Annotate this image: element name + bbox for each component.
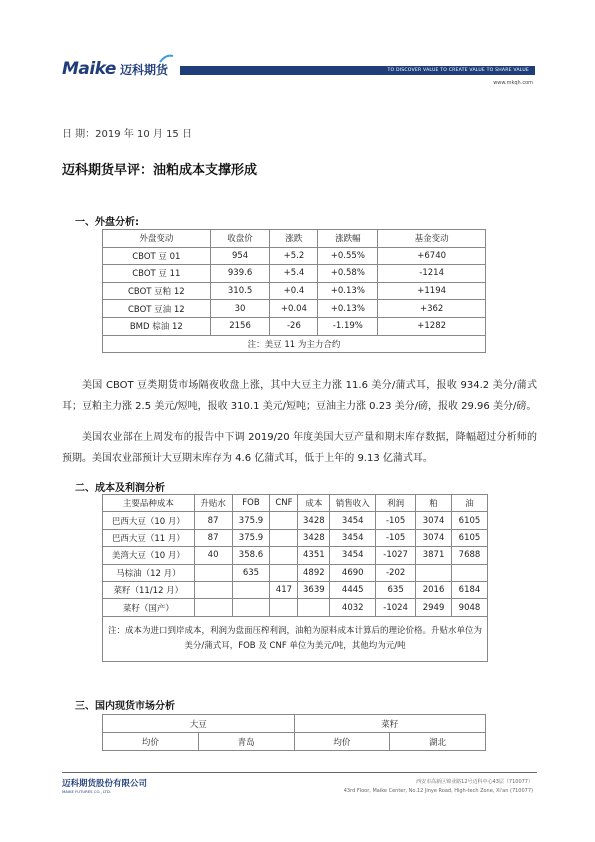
table-cell: [194, 581, 232, 598]
table-cell: [298, 599, 330, 616]
table-cell: BMD 棕油 12: [103, 317, 211, 335]
table-cell: [232, 599, 270, 616]
footer-company-cn: 迈科期货股份有限公司: [62, 779, 148, 789]
table-cell: 375.9: [232, 512, 270, 529]
paragraph-cbot: 美国 CBOT 豆类期货市场隔夜收盘上涨，其中大豆主力涨 11.6 美分/蒲式耳，报收 934.2 美分/蒲式耳；豆粕主力涨 2.5 美元/短吨，报收 310.1 美元/短吨；豆油主力涨 0.23 美分/磅，报收 29.96 美分/磅。: [62, 380, 537, 412]
table-cell: [270, 547, 298, 564]
table-header-cell: 粕: [416, 495, 452, 512]
header-slogan: TO DISCOVER VALUE TO CREATE VALUE TO SHARE VALUE: [387, 68, 529, 73]
table-header-cell: 成本: [298, 495, 330, 512]
table-cell: 3074: [416, 512, 452, 529]
table-cell: 巴西大豆（10 月）: [103, 512, 195, 529]
table-header-cell: FOB: [232, 495, 270, 512]
table-cell: +0.4: [270, 282, 318, 300]
table-cell: +1282: [378, 317, 486, 335]
table-cell: +6740: [378, 247, 486, 265]
table-row: [103, 265, 486, 283]
table-cell: 美湾大豆（10 月）: [103, 547, 195, 564]
table-cell: +0.13%: [318, 300, 378, 318]
table-header-cell: 销售收入: [330, 495, 376, 512]
table-cell: +0.58%: [318, 265, 378, 283]
table-cell: 3871: [416, 547, 452, 564]
table-cell: [270, 599, 298, 616]
table-row: [103, 564, 488, 581]
table-cell: 6105: [452, 512, 488, 529]
table-note-row: [103, 335, 486, 353]
table-cell: 3428: [298, 529, 330, 546]
table-cell: -1214: [378, 265, 486, 283]
table-row: [103, 282, 486, 300]
table-cell: +362: [378, 300, 486, 318]
section-heading-1: 一、外盘分析:: [75, 217, 139, 228]
table-cell: [270, 512, 298, 529]
domestic-spot-table: [102, 714, 486, 751]
table-cell: CBOT 豆 01: [103, 247, 211, 265]
table-cell: 菜籽（国产）: [103, 599, 195, 616]
table-header-cell: 湖北: [390, 733, 486, 751]
table-header-cell: 涨跌: [270, 230, 318, 248]
table-subheader-row: [103, 733, 486, 751]
table-cell: 87: [194, 529, 232, 546]
table-cell: 3639: [298, 581, 330, 598]
table-cell: 310.5: [210, 282, 270, 300]
table-row: [103, 300, 486, 318]
table-cell: 6184: [452, 581, 488, 598]
table-group-header: 菜籽: [294, 715, 486, 733]
table-cell: -105: [376, 529, 416, 546]
table-header-cell: 基金变动: [378, 230, 486, 248]
table-cell: -105: [376, 512, 416, 529]
logo-swoosh-icon: [158, 54, 174, 64]
table-cell: +1194: [378, 282, 486, 300]
table-header-cell: 外盘变动: [103, 230, 211, 248]
table-row: [103, 599, 488, 616]
table-cell: [452, 564, 488, 581]
table-cell: +0.55%: [318, 247, 378, 265]
table-note-row: [103, 616, 488, 661]
table-cell: 954: [210, 247, 270, 265]
table-cell: 7688: [452, 547, 488, 564]
table-header-row: [103, 715, 486, 733]
table-cell: 4445: [330, 581, 376, 598]
table-cell: 3074: [416, 529, 452, 546]
table-cell: [194, 599, 232, 616]
table-cell: 菜籽（11/12 月）: [103, 581, 195, 598]
table-cell: 4032: [330, 599, 376, 616]
table-row: [103, 317, 486, 335]
table-note: 注：成本为进口到岸成本，利润为盘面压榨利润，油粕为原料成本计算后的理论价格。升贴水单位为美分/蒲式耳，FOB 及 CNF 单位为美元/吨，其他均为元/吨: [103, 616, 488, 661]
table-cell: -1027: [376, 547, 416, 564]
table-header-cell: 油: [452, 495, 488, 512]
table-header-cell: 收盘价: [210, 230, 270, 248]
table-cell: 939.6: [210, 265, 270, 283]
table-cell: 635: [376, 581, 416, 598]
table-cell: 358.6: [232, 547, 270, 564]
section-heading-3: 三、国内现货市场分析: [75, 701, 175, 712]
table-row: [103, 547, 488, 564]
table-cell: -202: [376, 564, 416, 581]
table-cell: 4351: [298, 547, 330, 564]
table-header-cell: CNF: [270, 495, 298, 512]
table-cell: 417: [270, 581, 298, 598]
table-cell: 4690: [330, 564, 376, 581]
table-cell: -1.19%: [318, 317, 378, 335]
header-bar: [180, 66, 535, 75]
table-cell: CBOT 豆粕 12: [103, 282, 211, 300]
table-group-header: 大豆: [103, 715, 295, 733]
table-header-row: [103, 495, 488, 512]
table-cell: CBOT 豆 11: [103, 265, 211, 283]
table-header-cell: 均价: [294, 733, 390, 751]
table-cell: 马棕油（12 月）: [103, 564, 195, 581]
footer-divider: [62, 772, 537, 773]
table-cell: [232, 581, 270, 598]
table-cell: 6105: [452, 529, 488, 546]
table-cell: [270, 564, 298, 581]
table-cell: [416, 564, 452, 581]
paragraph-usda: 美国农业部在上周发布的报告中下调 2019/20 年度美国大豆产量和期末库存数据，降幅超过分析师的预期。美国农业部预计大豆期末库存为 4.6 亿蒲式耳，低于上年的 9.13 亿蒲式耳。: [62, 432, 537, 464]
table-cell: 87: [194, 512, 232, 529]
section-heading-2: 二、成本及利润分析: [75, 483, 165, 494]
table-cell: 3454: [330, 512, 376, 529]
logo-cn: 迈科期货: [119, 62, 168, 77]
table-cell: 4892: [298, 564, 330, 581]
table-cell: 9048: [452, 599, 488, 616]
table-cell: 635: [232, 564, 270, 581]
table-cell: +0.04: [270, 300, 318, 318]
table-note: 注：美豆 11 为主力合约: [103, 335, 486, 353]
table-cell: CBOT 豆油 12: [103, 300, 211, 318]
footer-address-en: 43rd Floor, Maike Center, No.12 Jinye Road, High-tech Zone, Xi'an (710077): [343, 788, 533, 794]
table-cell: 巴西大豆（11 月）: [103, 529, 195, 546]
table-header-cell: 青岛: [198, 733, 294, 751]
table-row: [103, 247, 486, 265]
table-header-cell: 主要品种成本: [103, 495, 195, 512]
table-cell: 2156: [210, 317, 270, 335]
report-date: 日 期：2019 年 10 月 15 日: [62, 129, 192, 140]
table-cell: -1024: [376, 599, 416, 616]
table-header-cell: 均价: [103, 733, 199, 751]
table-row: [103, 581, 488, 598]
footer-company-en: MAIKE FUTURES CO., LTD.: [62, 789, 111, 794]
table-row: [103, 512, 488, 529]
table-header-cell: 利润: [376, 495, 416, 512]
footer-address: [344, 778, 533, 796]
table-cell: -26: [270, 317, 318, 335]
table-cell: [194, 564, 232, 581]
table-cell: +0.13%: [318, 282, 378, 300]
table-cell: 2949: [416, 599, 452, 616]
table-header-cell: 升贴水: [194, 495, 232, 512]
table-cell: 3428: [298, 512, 330, 529]
page-title: 迈科期货早评：油粕成本支撑形成: [62, 163, 258, 178]
table-cell: 30: [210, 300, 270, 318]
logo-text: Maike: [62, 59, 116, 79]
table-cell: +5.2: [270, 247, 318, 265]
table-cell: 40: [194, 547, 232, 564]
table-row: [103, 529, 488, 546]
footer-address-cn: 西安市高新区锦业路12号迈科中心43层（710077）: [416, 779, 533, 785]
table-cell: [270, 529, 298, 546]
foreign-market-table: [102, 229, 486, 353]
company-logo: [62, 58, 168, 80]
table-cell: 2016: [416, 581, 452, 598]
header-website[interactable]: www.mkqh.com: [493, 80, 533, 86]
table-header-cell: 涨跌幅: [318, 230, 378, 248]
table-cell: 3454: [330, 529, 376, 546]
cost-profit-table: [102, 494, 488, 662]
table-header-row: [103, 230, 486, 248]
table-cell: +5.4: [270, 265, 318, 283]
table-cell: 3454: [330, 547, 376, 564]
table-cell: 375.9: [232, 529, 270, 546]
